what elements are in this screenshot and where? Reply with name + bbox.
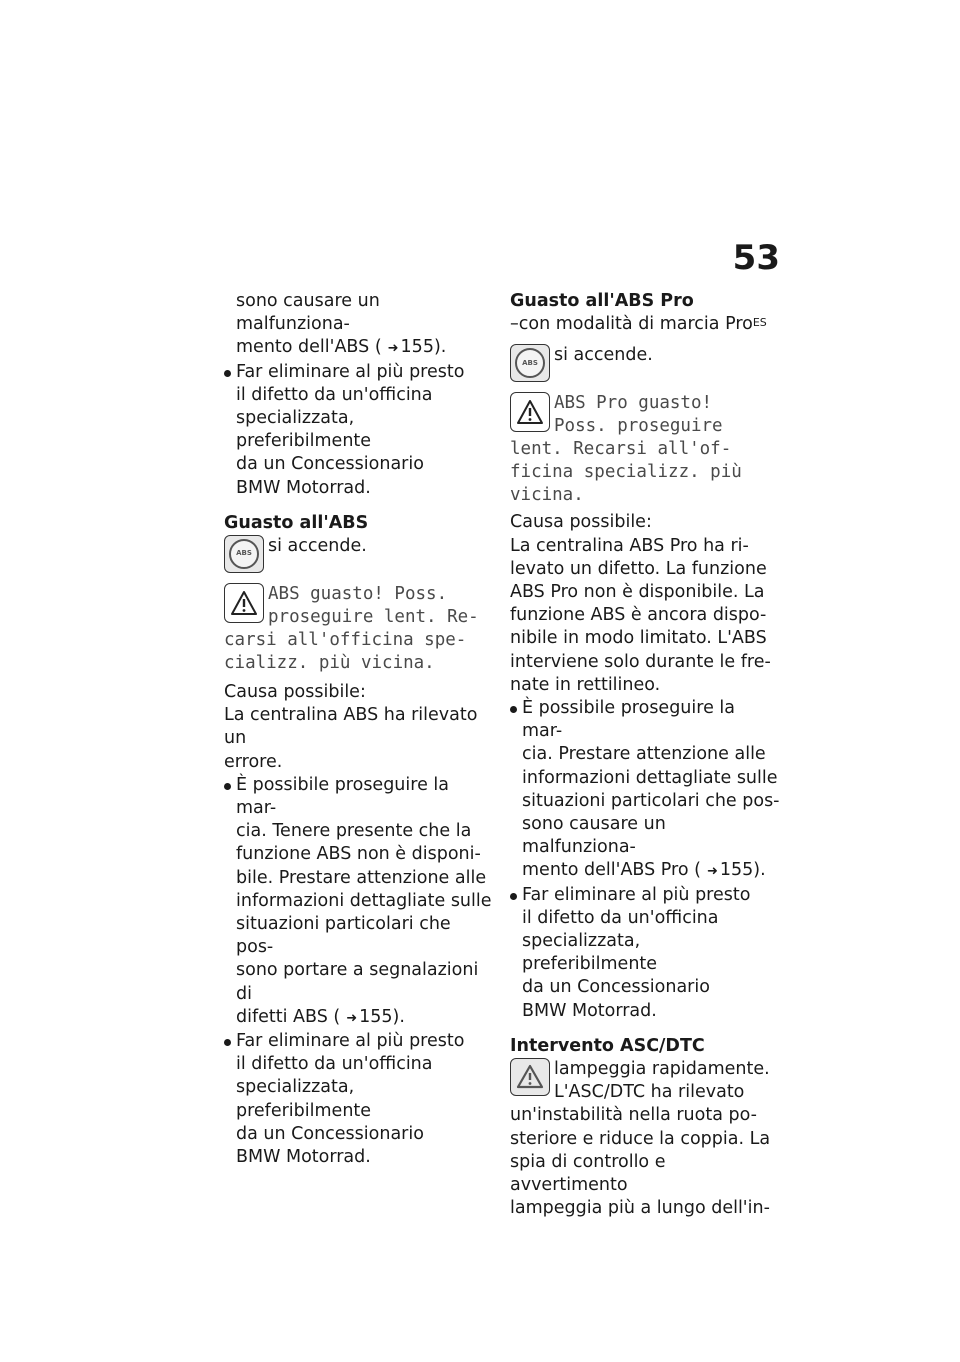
- text-line: Far eliminare al più presto: [236, 361, 465, 382]
- display-line: Poss. proseguire: [554, 416, 723, 437]
- bullet-icon: [224, 1039, 231, 1046]
- reference-page: 155).: [359, 1006, 405, 1027]
- text-line: [236, 336, 492, 360]
- text-line: informazioni dettagliate sulle: [236, 890, 492, 911]
- text-line: funzione ABS è ancora dispo-: [510, 605, 767, 626]
- text-line: il difetto da un'officina: [522, 907, 719, 928]
- display-line: proseguire lent. Re-: [268, 607, 479, 628]
- display-message: [510, 392, 780, 507]
- list-item: [224, 361, 492, 500]
- right-column: [510, 290, 780, 1221]
- bullet-list: [510, 697, 780, 1023]
- lamp-row: [510, 344, 780, 382]
- text-line: nate in rettilineo.: [510, 674, 661, 695]
- text-line: bile. Prestare attenzione alle: [236, 867, 487, 888]
- display-line: carsi all'officina spe-: [224, 630, 467, 651]
- bullet-icon: [224, 783, 231, 790]
- text-line: BMW Motorrad.: [236, 1147, 371, 1168]
- text-line: il difetto da un'officina: [236, 1054, 433, 1075]
- text-line: il difetto da un'officina: [236, 384, 433, 405]
- section-heading: Intervento ASC/DTC: [510, 1035, 705, 1056]
- list-item: [510, 697, 780, 884]
- text-line: [522, 859, 780, 883]
- text-line: cia. Tenere presente che la: [236, 821, 472, 842]
- bullet-icon: [510, 893, 517, 900]
- display-line: ficina specializz. più: [510, 462, 742, 483]
- text-span: mento dell'ABS Pro: [522, 860, 689, 881]
- text-line: [236, 1006, 492, 1030]
- lamp-status-text: si accende.: [554, 345, 653, 366]
- reference-arrow-icon: ➜: [706, 864, 718, 880]
- list-item: [224, 1030, 492, 1169]
- text-line: funzione ABS non è disponi-: [236, 844, 481, 865]
- text-line: situazioni particolari che pos-: [522, 790, 780, 811]
- text-line: La centralina ABS ha rilevato un: [224, 705, 478, 749]
- reference-link[interactable]: ( ➜ 155).: [333, 1007, 405, 1027]
- section-heading: Guasto all'ABS: [224, 512, 369, 533]
- display-message-first-text: [554, 392, 723, 438]
- intro-text: [224, 290, 492, 361]
- text-line: specializzata, preferibilmente: [236, 408, 372, 452]
- lamp-status-text: si accende.: [268, 536, 367, 557]
- abs-lamp-symbol: ABS: [515, 348, 545, 378]
- text-line: spia di controllo e avvertimento: [510, 1151, 666, 1196]
- display-line: ABS guasto! Poss.: [268, 584, 448, 605]
- display-message-first-lines: [224, 583, 492, 629]
- section-subtitle: [510, 313, 780, 336]
- text-line: È possibile proseguire la mar-: [522, 698, 735, 742]
- list-item: [224, 774, 492, 1030]
- bullet-icon: [510, 706, 517, 713]
- text-line: steriore e riduce la coppia. La: [510, 1128, 771, 1149]
- text-line: situazioni particolari che pos-: [236, 914, 451, 958]
- left-column: [224, 290, 492, 1169]
- text-line: lampeggia più a lungo dell'in-: [510, 1198, 770, 1219]
- lamp-status-text-block: [554, 1058, 770, 1104]
- reference-page: 155).: [719, 860, 766, 881]
- bullet-list: [224, 774, 492, 1169]
- text-line: sono causare un malfunziona-: [236, 291, 380, 335]
- text-line: BMW Motorrad.: [522, 1000, 657, 1021]
- text-line: specializzata, preferibilmente: [522, 931, 658, 975]
- text-line: La centralina ABS Pro ha ri-: [510, 535, 749, 556]
- cause-label: Causa possibile:: [510, 512, 652, 533]
- text-span: difetti ABS: [236, 1006, 328, 1027]
- abs-warning-lamp-icon: [224, 535, 264, 573]
- display-message: [224, 583, 492, 675]
- bullet-icon: [224, 370, 231, 377]
- text-line: cia. Prestare attenzione alle: [522, 744, 766, 765]
- reference-arrow-icon: ➜: [346, 1010, 358, 1026]
- cause-label: Causa possibile:: [224, 682, 366, 703]
- superscript: ES: [752, 316, 767, 330]
- text-line: interviene solo durante le fre-: [510, 651, 771, 672]
- text-line: specializzata, preferibilmente: [236, 1077, 372, 1121]
- abs-warning-lamp-icon: [510, 344, 550, 382]
- reference-arrow-icon: ➜: [387, 341, 399, 357]
- text-line: un'instabilità nella ruota po-: [510, 1105, 757, 1126]
- reference-link[interactable]: ( ➜ 155).: [375, 337, 447, 357]
- text-line: lampeggia rapidamente.: [554, 1059, 770, 1080]
- text-line: da un Concessionario: [236, 1123, 424, 1144]
- warning-triangle-icon: [510, 392, 550, 432]
- display-line: vicina.: [510, 485, 584, 506]
- text-line: Far eliminare al più presto: [236, 1031, 465, 1052]
- text-line: sono portare a segnalazioni di: [236, 960, 479, 1004]
- reference-link[interactable]: ( ➜ 155).: [694, 860, 766, 880]
- display-message-first-text: [268, 583, 479, 629]
- page-number: 53: [732, 238, 780, 278]
- section-heading: Guasto all'ABS Pro: [510, 291, 694, 311]
- text-line: da un Concessionario: [522, 977, 710, 998]
- text-line: da un Concessionario: [236, 454, 424, 475]
- warning-triangle-icon: [224, 583, 264, 623]
- text-line: nibile in modo limitato. L'ABS: [510, 628, 767, 649]
- subtitle-text: –con modalità di marcia Pro: [510, 314, 753, 335]
- display-line: lent. Recarsi all'of-: [510, 439, 732, 460]
- text-line: L'ASC/DTC ha rilevato: [554, 1082, 745, 1103]
- text-line: levato un difetto. La funzione: [510, 558, 767, 579]
- lamp-row: [510, 1058, 780, 1104]
- bullet-list: [224, 361, 492, 500]
- text-line: ABS Pro non è disponibile. La: [510, 582, 765, 603]
- abs-lamp-symbol: ABS: [229, 539, 259, 569]
- text-line: È possibile proseguire la mar-: [236, 774, 449, 819]
- text-line: errore.: [224, 751, 283, 772]
- display-line: ABS Pro guasto!: [554, 393, 713, 414]
- reference-page: 155).: [400, 337, 447, 358]
- text-span: mento dell'ABS: [236, 337, 370, 358]
- text-line: informazioni dettagliate sulle: [522, 767, 778, 788]
- lamp-row: [224, 535, 492, 573]
- text-line: Far eliminare al più presto: [522, 884, 751, 905]
- display-message-first-lines: [510, 392, 780, 438]
- text-line: BMW Motorrad.: [236, 477, 371, 498]
- text-line: sono causare un malfunziona-: [522, 814, 666, 858]
- display-line: cializz. più vicina.: [224, 653, 435, 674]
- list-item: [510, 884, 780, 1023]
- asc-dtc-lamp-icon: [510, 1058, 550, 1096]
